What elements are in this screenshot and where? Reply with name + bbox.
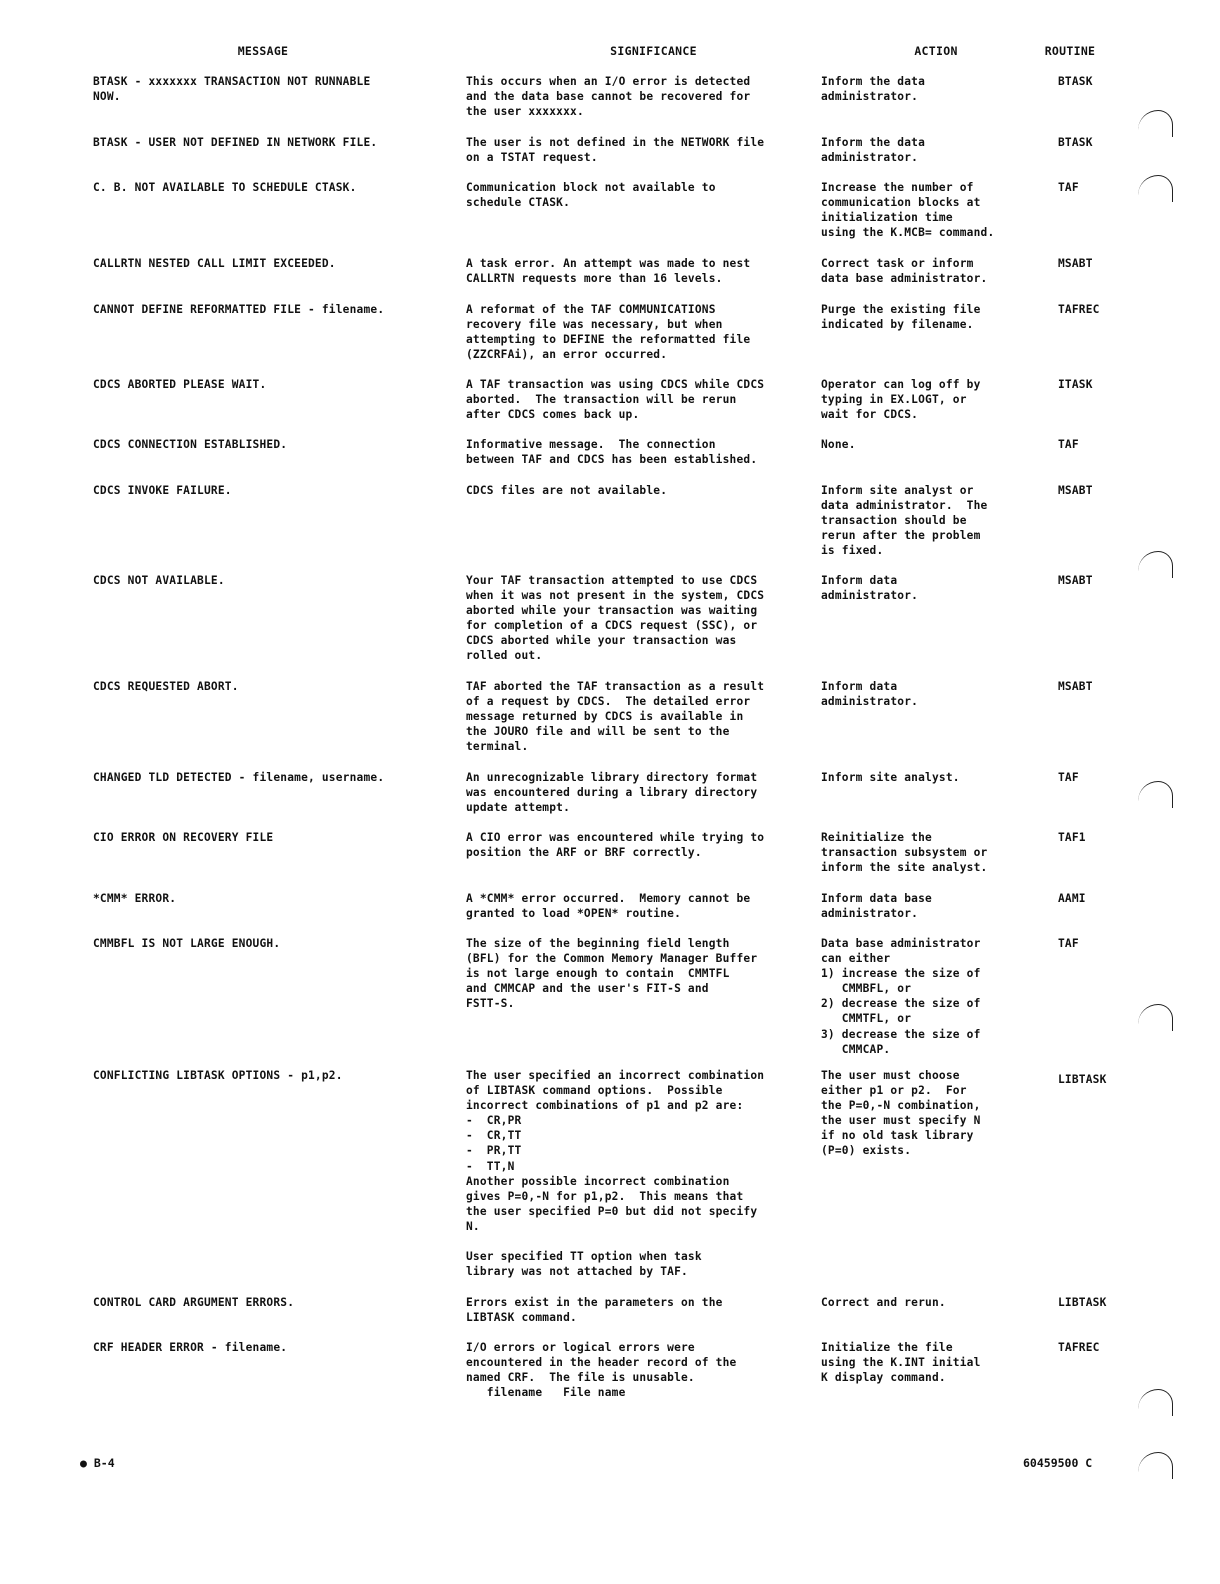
significance-cell: This occurs when an I/O error is detected and the data base cannot be recovered for the user xxxxxxx. — [466, 75, 751, 119]
routine-cell: TAFREC — [1058, 303, 1100, 316]
routine-cell: TAF — [1058, 181, 1079, 194]
significance-cell: Errors exist in the parameters on the LIBTASK command. — [466, 1296, 723, 1325]
action-cell: Reinitialize the transaction subsystem or inform the site analyst. — [821, 831, 988, 875]
significance-cell: Your TAF transaction attempted to use CDCS when it was not present in the system, CDCS aborted while your transaction was waiting for completion of a CDCS request (SSC), or CDCS aborted while your transaction was rolled out. — [466, 574, 765, 663]
action-cell: The user must choose either p1 or p2. For the P=0,-N combination, the user must specify N if no old task library (P=0) exists. — [821, 1069, 981, 1158]
routine-cell: MSABT — [1058, 680, 1093, 693]
message-cell: CONTROL CARD ARGUMENT ERRORS. — [93, 1296, 295, 1309]
significance-cell: A reformat of the TAF COMMUNICATIONS recovery file was necessary, but when attempting to DEFINE the reformatted file (ZZCRFAi), an error occurred. — [466, 303, 751, 362]
routine-cell: TAF — [1058, 937, 1079, 950]
routine-cell: LIBTASK — [1058, 1073, 1107, 1086]
message-cell: CDCS REQUESTED ABORT. — [93, 680, 239, 693]
routine-cell: TAF — [1058, 771, 1079, 784]
message-cell: *CMM* ERROR. — [93, 892, 177, 905]
action-cell: Operator can log off by typing in EX.LOGT, or wait for CDCS. — [821, 378, 981, 422]
header-routine: ROUTINE — [1044, 44, 1096, 58]
routine-cell: TAF — [1058, 438, 1079, 451]
binder-hole-mark — [1138, 1004, 1173, 1031]
significance-cell: CDCS files are not available. — [466, 484, 668, 497]
routine-cell: AAMI — [1058, 892, 1086, 905]
routine-cell: ITASK — [1058, 378, 1093, 391]
significance-cell: Communication block not available to schedule CTASK. — [466, 181, 716, 210]
document-number: 60459500 C — [1023, 1456, 1093, 1470]
binder-hole-mark — [1138, 110, 1173, 137]
binder-hole-mark — [1138, 1452, 1173, 1479]
message-cell: CANNOT DEFINE REFORMATTED FILE - filename. — [93, 303, 385, 316]
action-cell: Correct and rerun. — [821, 1296, 946, 1309]
message-cell: CDCS ABORTED PLEASE WAIT. — [93, 378, 267, 391]
message-cell: CDCS NOT AVAILABLE. — [93, 574, 225, 587]
action-cell: Data base administrator can either 1) increase the size of CMMBFL, or 2) decrease the size of CMMTFL, or 3) decrease the size of CMMCAP. — [821, 937, 981, 1056]
action-cell: Inform data administrator. — [821, 574, 919, 603]
action-cell: Inform the data administrator. — [821, 75, 926, 104]
significance-cell: An unrecognizable library directory format was encountered during a library directory update attempt. — [466, 771, 758, 815]
significance-cell: A CIO error was encountered while trying to position the ARF or BRF correctly. — [466, 831, 765, 860]
action-cell: Inform the data administrator. — [821, 136, 926, 165]
significance-cell: A task error. An attempt was made to nest CALLRTN requests more than 16 levels. — [466, 257, 751, 286]
message-cell: CDCS INVOKE FAILURE. — [93, 484, 232, 497]
routine-cell: MSABT — [1058, 484, 1093, 497]
action-cell: Inform site analyst. — [821, 771, 960, 784]
significance-cell: The user is not defined in the NETWORK file on a TSTAT request. — [466, 136, 765, 165]
action-cell: None. — [821, 438, 856, 451]
action-cell: Inform data base administrator. — [821, 892, 932, 921]
significance-cell: I/O errors or logical errors were encountered in the header record of the named CRF. The file is unusable. filename File name — [466, 1341, 737, 1400]
significance-cell: The user specified an incorrect combination of LIBTASK command options. Possible incorrect combinations of p1 and p2 are: - CR,PR - CR,TT - PR,TT - TT,N Another possible incorrect combination gives P=0,-N for p1,p2. This means that the user specified P=0 but did not specify N. User specified TT option when task library was not attached by TAF. — [466, 1069, 765, 1279]
routine-cell: LIBTASK — [1058, 1296, 1107, 1309]
significance-cell: The size of the beginning field length (BFL) for the Common Memory Manager Buffer is not large enough to contain CMMTFL and CMMCAP and the user's FIT-S and FSTT-S. — [466, 937, 758, 1011]
significance-cell: A TAF transaction was using CDCS while CDCS aborted. The transaction will be rerun after CDCS comes back up. — [466, 378, 765, 422]
routine-cell: BTASK — [1058, 136, 1093, 149]
message-cell: CDCS CONNECTION ESTABLISHED. — [93, 438, 288, 451]
routine-cell: BTASK — [1058, 75, 1093, 88]
routine-cell: MSABT — [1058, 257, 1093, 270]
routine-cell: TAFREC — [1058, 1341, 1100, 1354]
action-cell: Increase the number of communication blocks at initialization time using the K.MCB= command. — [821, 181, 995, 240]
message-cell: CALLRTN NESTED CALL LIMIT EXCEEDED. — [93, 257, 336, 270]
routine-cell: TAF1 — [1058, 831, 1086, 844]
message-cell: CIO ERROR ON RECOVERY FILE — [93, 831, 274, 844]
routine-cell: MSABT — [1058, 574, 1093, 587]
significance-cell: A *CMM* error occurred. Memory cannot be granted to load *OPEN* routine. — [466, 892, 751, 921]
header-significance: SIGNIFICANCE — [610, 44, 697, 58]
header-action: ACTION — [914, 44, 958, 58]
significance-cell: Informative message. The connection between TAF and CDCS has been established. — [466, 438, 758, 467]
message-cell: CHANGED TLD DETECTED - filename, username. — [93, 771, 385, 784]
significance-cell: TAF aborted the TAF transaction as a result of a request by CDCS. The detailed error message returned by CDCS is available in the JOURO file and will be sent to the terminal. — [466, 680, 765, 754]
page-number: ● B-4 — [80, 1456, 115, 1470]
message-cell: BTASK - xxxxxxx TRANSACTION NOT RUNNABLE NOW. — [93, 75, 371, 104]
message-cell: CONFLICTING LIBTASK OPTIONS - p1,p2. — [93, 1069, 343, 1082]
action-cell: Inform site analyst or data administrator. The transaction should be rerun after the problem is fixed. — [821, 484, 988, 558]
action-cell: Initialize the file using the K.INT initial K display command. — [821, 1341, 981, 1385]
binder-hole-mark — [1138, 551, 1173, 578]
binder-hole-mark — [1138, 1389, 1173, 1416]
action-cell: Inform data administrator. — [821, 680, 919, 709]
message-cell: CRF HEADER ERROR - filename. — [93, 1341, 288, 1354]
action-cell: Correct task or inform data base administrator. — [821, 257, 988, 286]
header-message: MESSAGE — [237, 44, 289, 58]
message-cell: BTASK - USER NOT DEFINED IN NETWORK FILE. — [93, 136, 378, 149]
message-cell: CMMBFL IS NOT LARGE ENOUGH. — [93, 937, 281, 950]
action-cell: Purge the existing file indicated by filename. — [821, 303, 981, 332]
message-cell: C. B. NOT AVAILABLE TO SCHEDULE CTASK. — [93, 181, 357, 194]
